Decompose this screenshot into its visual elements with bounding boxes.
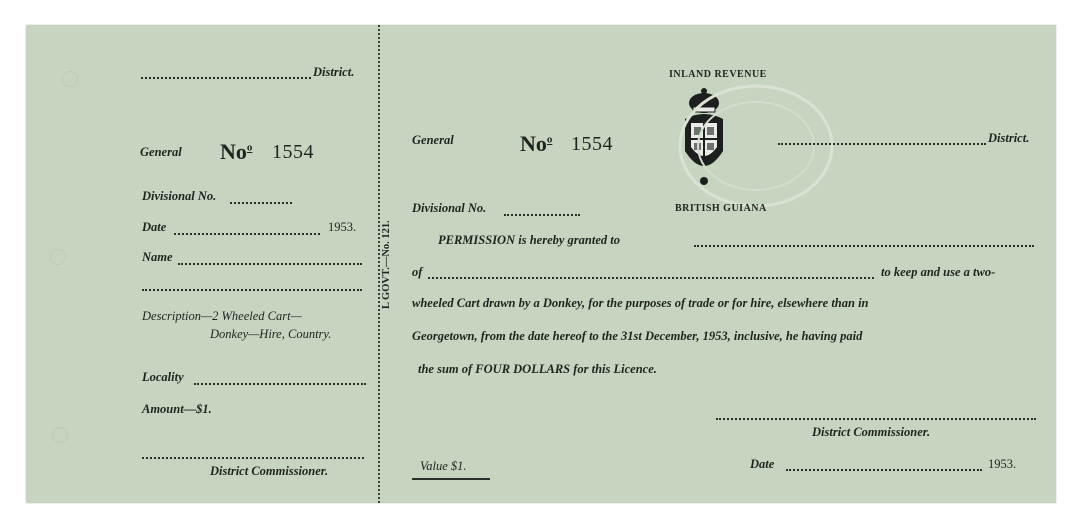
licence-text-line4: Georgetown, from the date hereof to the 31st December, 1953, inclusive, he having paid	[412, 329, 863, 343]
licence-number-symbol: No$^o$	[520, 131, 553, 156]
licence-serial-number: 1554	[571, 133, 613, 155]
licence-general-label: General	[412, 133, 454, 147]
stub-locality-line	[194, 383, 366, 385]
licence-district-line	[778, 143, 986, 145]
embossed-seal-icon	[666, 81, 836, 211]
stub-commissioner-label: District Commissioner.	[210, 464, 329, 478]
stub-number-symbol: No$^o$	[220, 139, 253, 164]
stub-amount-label: Amount—$1.	[142, 402, 212, 416]
british-guiana-header: BRITISH GUIANA	[675, 203, 767, 214]
stub-locality-label: Locality	[142, 370, 184, 384]
stub-description-line2: Donkey—Hire, Country.	[210, 327, 332, 341]
licence-commissioner-line	[716, 418, 1036, 420]
stub-divisional-label: Divisional No.	[142, 189, 217, 203]
licence-text-line5: the sum of FOUR DOLLARS for this Licence.	[418, 362, 657, 376]
inland-revenue-header: INLAND REVENUE	[669, 69, 767, 80]
licence-date-line	[786, 469, 982, 471]
licence-date-label: Date	[750, 457, 775, 471]
licence-text-line2: to keep and use a two-	[881, 265, 996, 279]
stub-name-label: Name	[142, 250, 173, 264]
stub-divisional-line	[230, 202, 292, 204]
licence-district-label: District.	[988, 131, 1030, 145]
licence-text-of: of	[412, 265, 423, 279]
value-underline	[412, 478, 490, 480]
stub-commissioner-line	[142, 457, 364, 459]
licence-address-line	[428, 277, 874, 279]
licence-divisional-line	[504, 214, 580, 216]
stub-name-line	[178, 263, 362, 265]
stub-date-label: Date	[142, 220, 167, 234]
stub-date-line	[174, 233, 320, 235]
binding-hole-mark	[52, 427, 68, 443]
stub-year: 1953.	[328, 220, 357, 234]
stub-general-label: General	[140, 145, 182, 159]
licence-divisional-label: Divisional No.	[412, 201, 487, 215]
licence-year: 1953.	[988, 457, 1017, 471]
perforation-line	[378, 25, 380, 503]
stub-district-line	[141, 77, 311, 79]
licence-commissioner-label: District Commissioner.	[812, 425, 931, 439]
binding-hole-mark	[62, 71, 78, 87]
stub-serial-number: 1554	[272, 141, 314, 163]
licence-value-label: Value $1.	[420, 459, 467, 473]
stub-blank-line	[142, 289, 362, 291]
stub-district-label: District.	[313, 65, 355, 79]
form-code-vertical: L GOVT.—No. 121.	[381, 220, 392, 309]
licence-text-line3: wheeled Cart drawn by a Donkey, for the purposes of trade or for hire, elsewhere than in	[412, 296, 869, 310]
licence-form	[26, 25, 1056, 503]
binding-hole-mark	[50, 249, 66, 265]
licence-grantee-line	[694, 245, 1034, 247]
stub-description-line1: Description—2 Wheeled Cart—	[142, 309, 302, 323]
licence-text-line1: PERMISSION is hereby granted to	[438, 233, 620, 247]
